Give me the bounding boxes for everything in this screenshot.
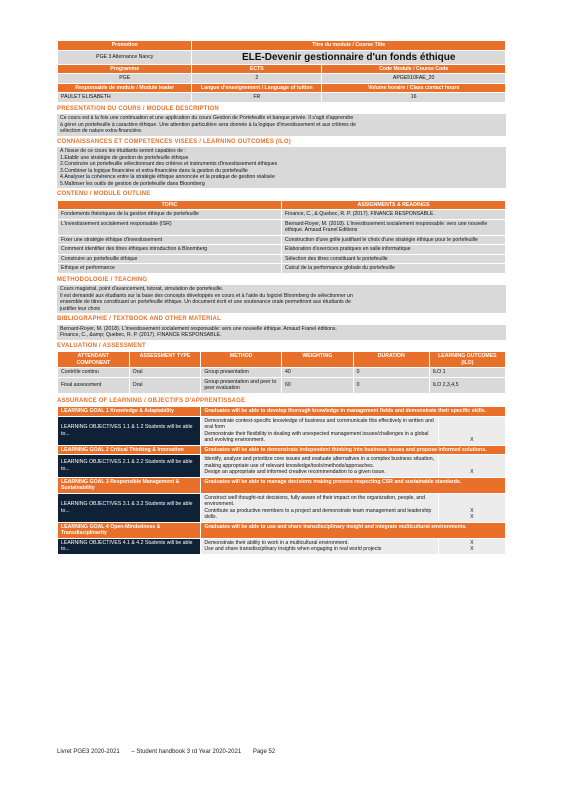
volume-value: 16 — [322, 93, 506, 103]
table-row — [58, 254, 506, 264]
eval-cell: Oral — [129, 377, 201, 393]
ects-value: 2 — [192, 74, 322, 84]
page-footer — [57, 749, 285, 755]
evaluation-table — [57, 351, 506, 394]
eval-header: WEIGHTING — [281, 352, 353, 368]
presentation-heading: PRESENTATION DU COURS / MODULE DESCRIPTION — [57, 105, 219, 112]
goal-row — [58, 407, 506, 417]
objective-items — [201, 455, 438, 478]
methodologie-box — [57, 285, 506, 313]
table-row — [58, 210, 506, 220]
goal-row — [58, 445, 506, 455]
assign-header: ASSIGNMENTS & READINGS — [282, 200, 506, 210]
topic-cell: Fixer une stratégie éthique d'investissement — [58, 235, 282, 245]
objective-items — [201, 416, 438, 445]
title-label: Titre du module / Course Title — [192, 41, 506, 51]
goal-row — [58, 522, 506, 538]
objective-row — [58, 416, 506, 445]
bibliographie-box — [57, 325, 506, 340]
objective-title: LEARNING OBJECTIVES 4.1 & 4.2 Students will be able to... — [58, 538, 201, 554]
promotion-value: PGE 3 Alternance Nancy — [58, 50, 192, 64]
table-row — [58, 245, 506, 255]
lang-value: FR — [192, 93, 322, 103]
eval-cell: 60 — [281, 377, 353, 393]
assign-cell: Calcul de la performance globale du portefeuille — [282, 264, 506, 274]
objective-item: Demonstrate their flexibility in dealing with unexpected management issues/challenges in a global and evolving environment. — [204, 430, 429, 443]
outcome-line: 2.Construire un portefeuille sélectionnant des critères et instruments d'investissement éthiques — [60, 161, 278, 167]
code-value: APGE510FAE_20 — [322, 74, 506, 84]
course-title: ELE-Devenir gestionnaire d'un fonds éthique — [192, 50, 506, 64]
topic-cell: Construire un portefeuille éthique — [58, 254, 282, 264]
goal-description: Graduates will be able to develop thorough knowledge in management fields and demonstrate their specific skills. — [201, 407, 506, 417]
contenu-table — [57, 200, 506, 274]
eval-cell: ILO 1 — [429, 368, 505, 378]
goal-description: Graduates will be able to demonstrate independent thinking into business issues and propose informed solutions. — [201, 445, 506, 455]
topic-cell: Ethique et performance — [58, 264, 282, 274]
methodologie-heading: METHODOLOGIE / TEACHING — [57, 276, 148, 283]
programme-value: PGE — [58, 74, 192, 84]
eval-cell: Final assessment — [58, 377, 130, 393]
code-label: Code Module / Course Code — [322, 64, 506, 74]
assign-cell: Sélection des titres constituant le portefeuille — [282, 254, 506, 264]
objective-item: Contribute as productive members to a project and demonstrate team management and leadership skills. — [204, 507, 432, 520]
assign-cell: Bernard-Royer, M. (2018). L'investissement socialement responsable: vers une nouvelle éthique. Arnaud Franel Editions — [282, 219, 506, 235]
outcome-line: 4.Analyser la cohérence entre la stratégie éthique annoncée et la pratique de gestion réalisée — [60, 174, 275, 180]
objective-title: LEARNING OBJECTIVES 2.1 & 2.2 Students will be able to... — [58, 455, 201, 478]
eval-cell: 40 — [281, 368, 353, 378]
topic-cell: Comment identifier des titres éthiques introduction à Bloomberg — [58, 245, 282, 255]
header-table — [57, 40, 506, 103]
goal-title: LEARNING GOAL 3 Responsible Management & Sustainability — [58, 477, 201, 493]
objective-items — [201, 493, 438, 522]
programme-label: Programme — [58, 64, 192, 74]
check-mark: X — [470, 514, 474, 520]
methodologie-line: Il est demandé aux étudiants sur la base des concepts développés en cours et à l'aide du logiciel Bloomberg de sélectionner un — [60, 292, 353, 299]
topic-cell: Fondements théoriques de la gestion éthique de portefeuille — [58, 210, 282, 220]
eval-cell: Oral — [129, 368, 201, 378]
footer-handbook: – Student handbook 3 rd Year 2020-2021 — [131, 749, 242, 755]
eval-header: METHOD — [201, 352, 282, 368]
check-mark: X — [470, 437, 474, 443]
resp-value: PAULET ELISABETH — [58, 93, 192, 103]
objective-item: Construct well thought-out decisions, fully aware of their impact on the organization, people, and environment. — [204, 494, 425, 507]
bibliographie-line: Finance, C., &amp; Quebec, R. P. (2017). FINANCE RESPONSABLE. — [60, 332, 222, 338]
table-row — [58, 264, 506, 274]
assign-cell: Finance, C., & Quebec, R. P. (2017). FINANCE RESPONSABLE. — [282, 210, 506, 220]
table-row — [58, 377, 506, 393]
objective-item: Use and share transdisciplinary insights when engaging in real world projects — [204, 546, 382, 552]
presentation-box — [57, 114, 506, 136]
methodologie-line: justifier leur choix — [60, 305, 101, 312]
objective-row — [58, 538, 506, 554]
bibliographie-heading: BIBLIOGRAPHIE / TEXTBOOK AND OTHER MATERIAL — [57, 316, 221, 322]
aol-table — [57, 406, 506, 555]
eval-cell: Group presentation — [201, 368, 282, 378]
contenu-heading: CONTENU / MODULE OUTLINE — [57, 191, 151, 197]
objective-items — [201, 538, 438, 554]
volume-label: Volume horaire / Class contact hours — [322, 83, 506, 93]
objective-row — [58, 455, 506, 478]
objective-title: LEARNING OBJECTIVES 3.1 & 3.2 Students will be able to... — [58, 493, 201, 522]
topic-header: TOPIC — [58, 200, 282, 210]
eval-cell: 0 — [353, 377, 429, 393]
objective-item: Demonstrate their ability to work in a multicultural environment. — [204, 539, 349, 546]
eval-cell: Group presentation and peer to peer evaluation — [201, 377, 282, 393]
eval-header: ATTENDANT COMPONENT — [58, 352, 130, 368]
eval-cell: ILO 2,3,4,5 — [429, 377, 505, 393]
objective-marks — [438, 455, 505, 478]
check-mark: X — [470, 469, 474, 475]
presentation-line: sélection de nature extra-financière. — [60, 128, 143, 134]
eval-header: DURATION — [353, 352, 429, 368]
objective-item: Design an appropriate and informed creative recommendation to a given issue. — [204, 469, 386, 475]
table-row — [58, 219, 506, 235]
outcome-line: 3.Combiner la logique financière et extra-financière dans la gestion du portefeuille — [60, 167, 248, 174]
check-mark: X — [470, 546, 474, 552]
ects-label: ECTS — [192, 64, 322, 74]
objective-item: Identify, analyze and prioritize core issues and evaluate alternatives in a complex business situation, making appropriate use of relevant knowledge/tools/methods/approaches. — [204, 456, 435, 469]
topic-cell: L'investissement socialement responsable (ISR) — [58, 219, 282, 235]
goal-row — [58, 477, 506, 493]
table-row — [58, 235, 506, 245]
assign-cell: Elaboration d'exercices pratiques en salle informatique — [282, 245, 506, 255]
objective-row — [58, 493, 506, 522]
check-mark: X — [470, 539, 474, 546]
outcomes-box — [57, 147, 506, 188]
bibliographie-line: Bernard-Royer, M. (2018). L'investissement socialement responsable: vers une nouvelle éthique. Arnaud Franel éditions. — [60, 325, 337, 332]
footer-livret: Livret PGE3 2020-2021 — [57, 749, 120, 755]
table-row — [58, 368, 506, 378]
outcome-line: A l'issue de ce cours les étudiants seront capables de : — [60, 148, 186, 154]
methodologie-line: Cours magistral, point d'avancement, tutorat, simulation de portefeuille. — [60, 286, 224, 292]
outcome-line: 1.Etablir une stratégie de gestion de portefeuille éthique — [60, 154, 189, 161]
course-sheet — [57, 40, 506, 555]
footer-page-number: Page 52 — [252, 749, 276, 755]
objective-marks — [438, 538, 505, 554]
objective-title: LEARNING OBJECTIVES 1.1 & 1.2 Students will be able to... — [58, 416, 201, 445]
resp-label: Responsable de module / Module leader — [58, 83, 192, 93]
objective-item: Demonstrate context-specific knowledge of business and communicate this effectively in written and oral form — [204, 417, 434, 430]
evaluation-heading: EVALUATION / ASSESSMENT — [57, 342, 146, 349]
assign-cell: Construction d'une grille justifiant le choix d'une stratégie éthique pour le portefeuille — [282, 235, 506, 245]
promotion-label: Promotion — [58, 41, 192, 51]
aol-heading: ASSURANCE OF LEARNING / OBJECTIFS D'APPRENTISSAGE — [57, 397, 246, 404]
check-mark: X — [470, 507, 474, 514]
methodologie-line: ensemble de titres constituant un portefeuille éthique. Un document écrit et une soutenance orale permettront aux étudiants de — [60, 299, 351, 305]
goal-description: Graduates will be able to manage decisions making process respecting CSR and sustainable standards. — [201, 477, 506, 493]
eval-header: ASSESSMENT TYPE — [129, 352, 201, 368]
eval-cell: Contrôle continu — [58, 368, 130, 378]
goal-description: Graduates will be able to use and share transdisciplinary insight and integrate multicultural environments. — [201, 522, 506, 538]
objective-marks — [438, 416, 505, 445]
eval-header: LEARNING OUTCOMES (ILO) — [429, 352, 505, 368]
outcome-line: 5.Maîtriser les outils de gestion de portefeuille dans Bloomberg — [60, 180, 205, 187]
lang-label: Langue d'enseignement / Language of tuition — [192, 83, 322, 93]
eval-cell: 0 — [353, 368, 429, 378]
presentation-line: à gérer un portefeuille à caractère éthique. Une attention particulière sera donnée à la logique d'investissement et aux critères de — [60, 121, 356, 128]
goal-title: LEARNING GOAL 4 Open-Mindedness & Transdisciplinarity — [58, 522, 201, 538]
outcomes-heading: CONNAISSANCES ET COMPETENCES VISEES / LEARNING OUTCOMES (ILO) — [57, 138, 291, 145]
objective-marks — [438, 493, 505, 522]
goal-title: LEARNING GOAL 1 Knowledge & Adaptability — [58, 407, 201, 417]
presentation-line: Ce cours est à la fois une continuation et une application du cours Gestion de Portefeuille et banque privée. Il s'agit d'apprendre — [60, 115, 354, 121]
goal-title: LEARNING GOAL 2 Critical Thinking & Innovation — [58, 445, 201, 455]
